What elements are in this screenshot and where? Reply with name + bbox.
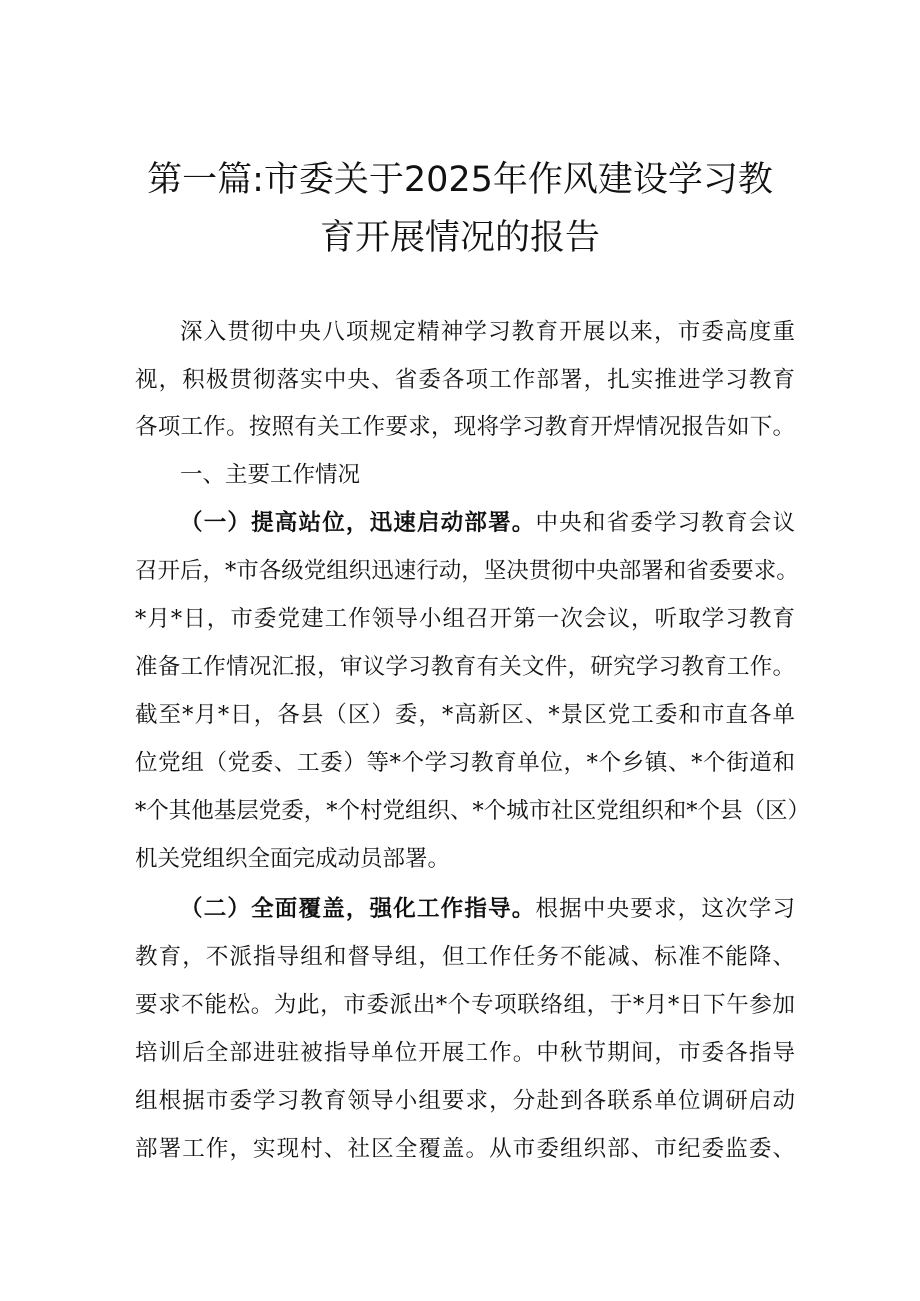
intro-line-1: 深入贯彻中央八项规定精神学习教育开展以来，市委高度重 xyxy=(180,319,795,345)
para1-line: 准备工作情况汇报，审议学习教育有关文件，研究学习教育工作。 xyxy=(135,654,795,680)
para2-first-line xyxy=(180,889,795,929)
para1-line: 机关党组织全面完成动员部署。 xyxy=(135,846,451,872)
para1-first-line xyxy=(180,503,795,543)
section-heading-main-work: 一、主要工作情况 xyxy=(180,462,361,488)
para1-line: *月*日，市委党建工作领导小组召开第一次会议，听取学习教育 xyxy=(135,606,795,632)
para2-line: 要求不能松。为此，市委派出*个专项联络组，于*月*日下午参加 xyxy=(135,992,795,1018)
document-title-line-1: 第一篇:市委关于2025年作风建设学习教 xyxy=(147,160,773,200)
para2-line: 培训后全部进驻被指导单位开展工作。中秋节期间，市委各指导 xyxy=(135,1040,795,1066)
para1-line: 召开后，*市各级党组织迅速行动，坚决贯彻中央部署和省委要求。 xyxy=(135,558,799,584)
para2-line: 部署工作，实现村、社区全覆盖。从市委组织部、市纪委监委、 xyxy=(135,1136,795,1162)
para1-first-rest: 中央和省委学习教育会议 xyxy=(535,510,795,536)
para2-first-rest: 根据中央要求，这次学习 xyxy=(535,896,795,922)
para1-lead: （一）提高站位，迅速启动部署。 xyxy=(180,510,536,536)
para1-line: 位党组（党委、工委）等*个学习教育单位，*个乡镇、*个街道和 xyxy=(135,750,795,776)
document-title-line-2: 育开展情况的报告 xyxy=(319,218,600,258)
intro-line-3: 各项工作。按照有关工作要求，现将学习教育开焊情况报告如下。 xyxy=(135,414,795,440)
para1-line: 截至*月*日，各县（区）委，*高新区、*景区党工委和市直各单 xyxy=(135,702,795,728)
intro-line-2: 视，积极贯彻落实中央、省委各项工作部署，扎实推进学习教育 xyxy=(135,367,795,393)
para2-line: 组根据市委学习教育领导小组要求，分赴到各联系单位调研启动 xyxy=(135,1088,795,1114)
para2-line: 教育，不派指导组和督导组，但工作任务不能减、标准不能降、 xyxy=(135,944,795,970)
para1-line: *个其他基层党委，*个村党组织、*个城市社区党组织和*个县（区） xyxy=(135,798,811,824)
para2-lead: （二）全面覆盖，强化工作指导。 xyxy=(180,896,536,922)
